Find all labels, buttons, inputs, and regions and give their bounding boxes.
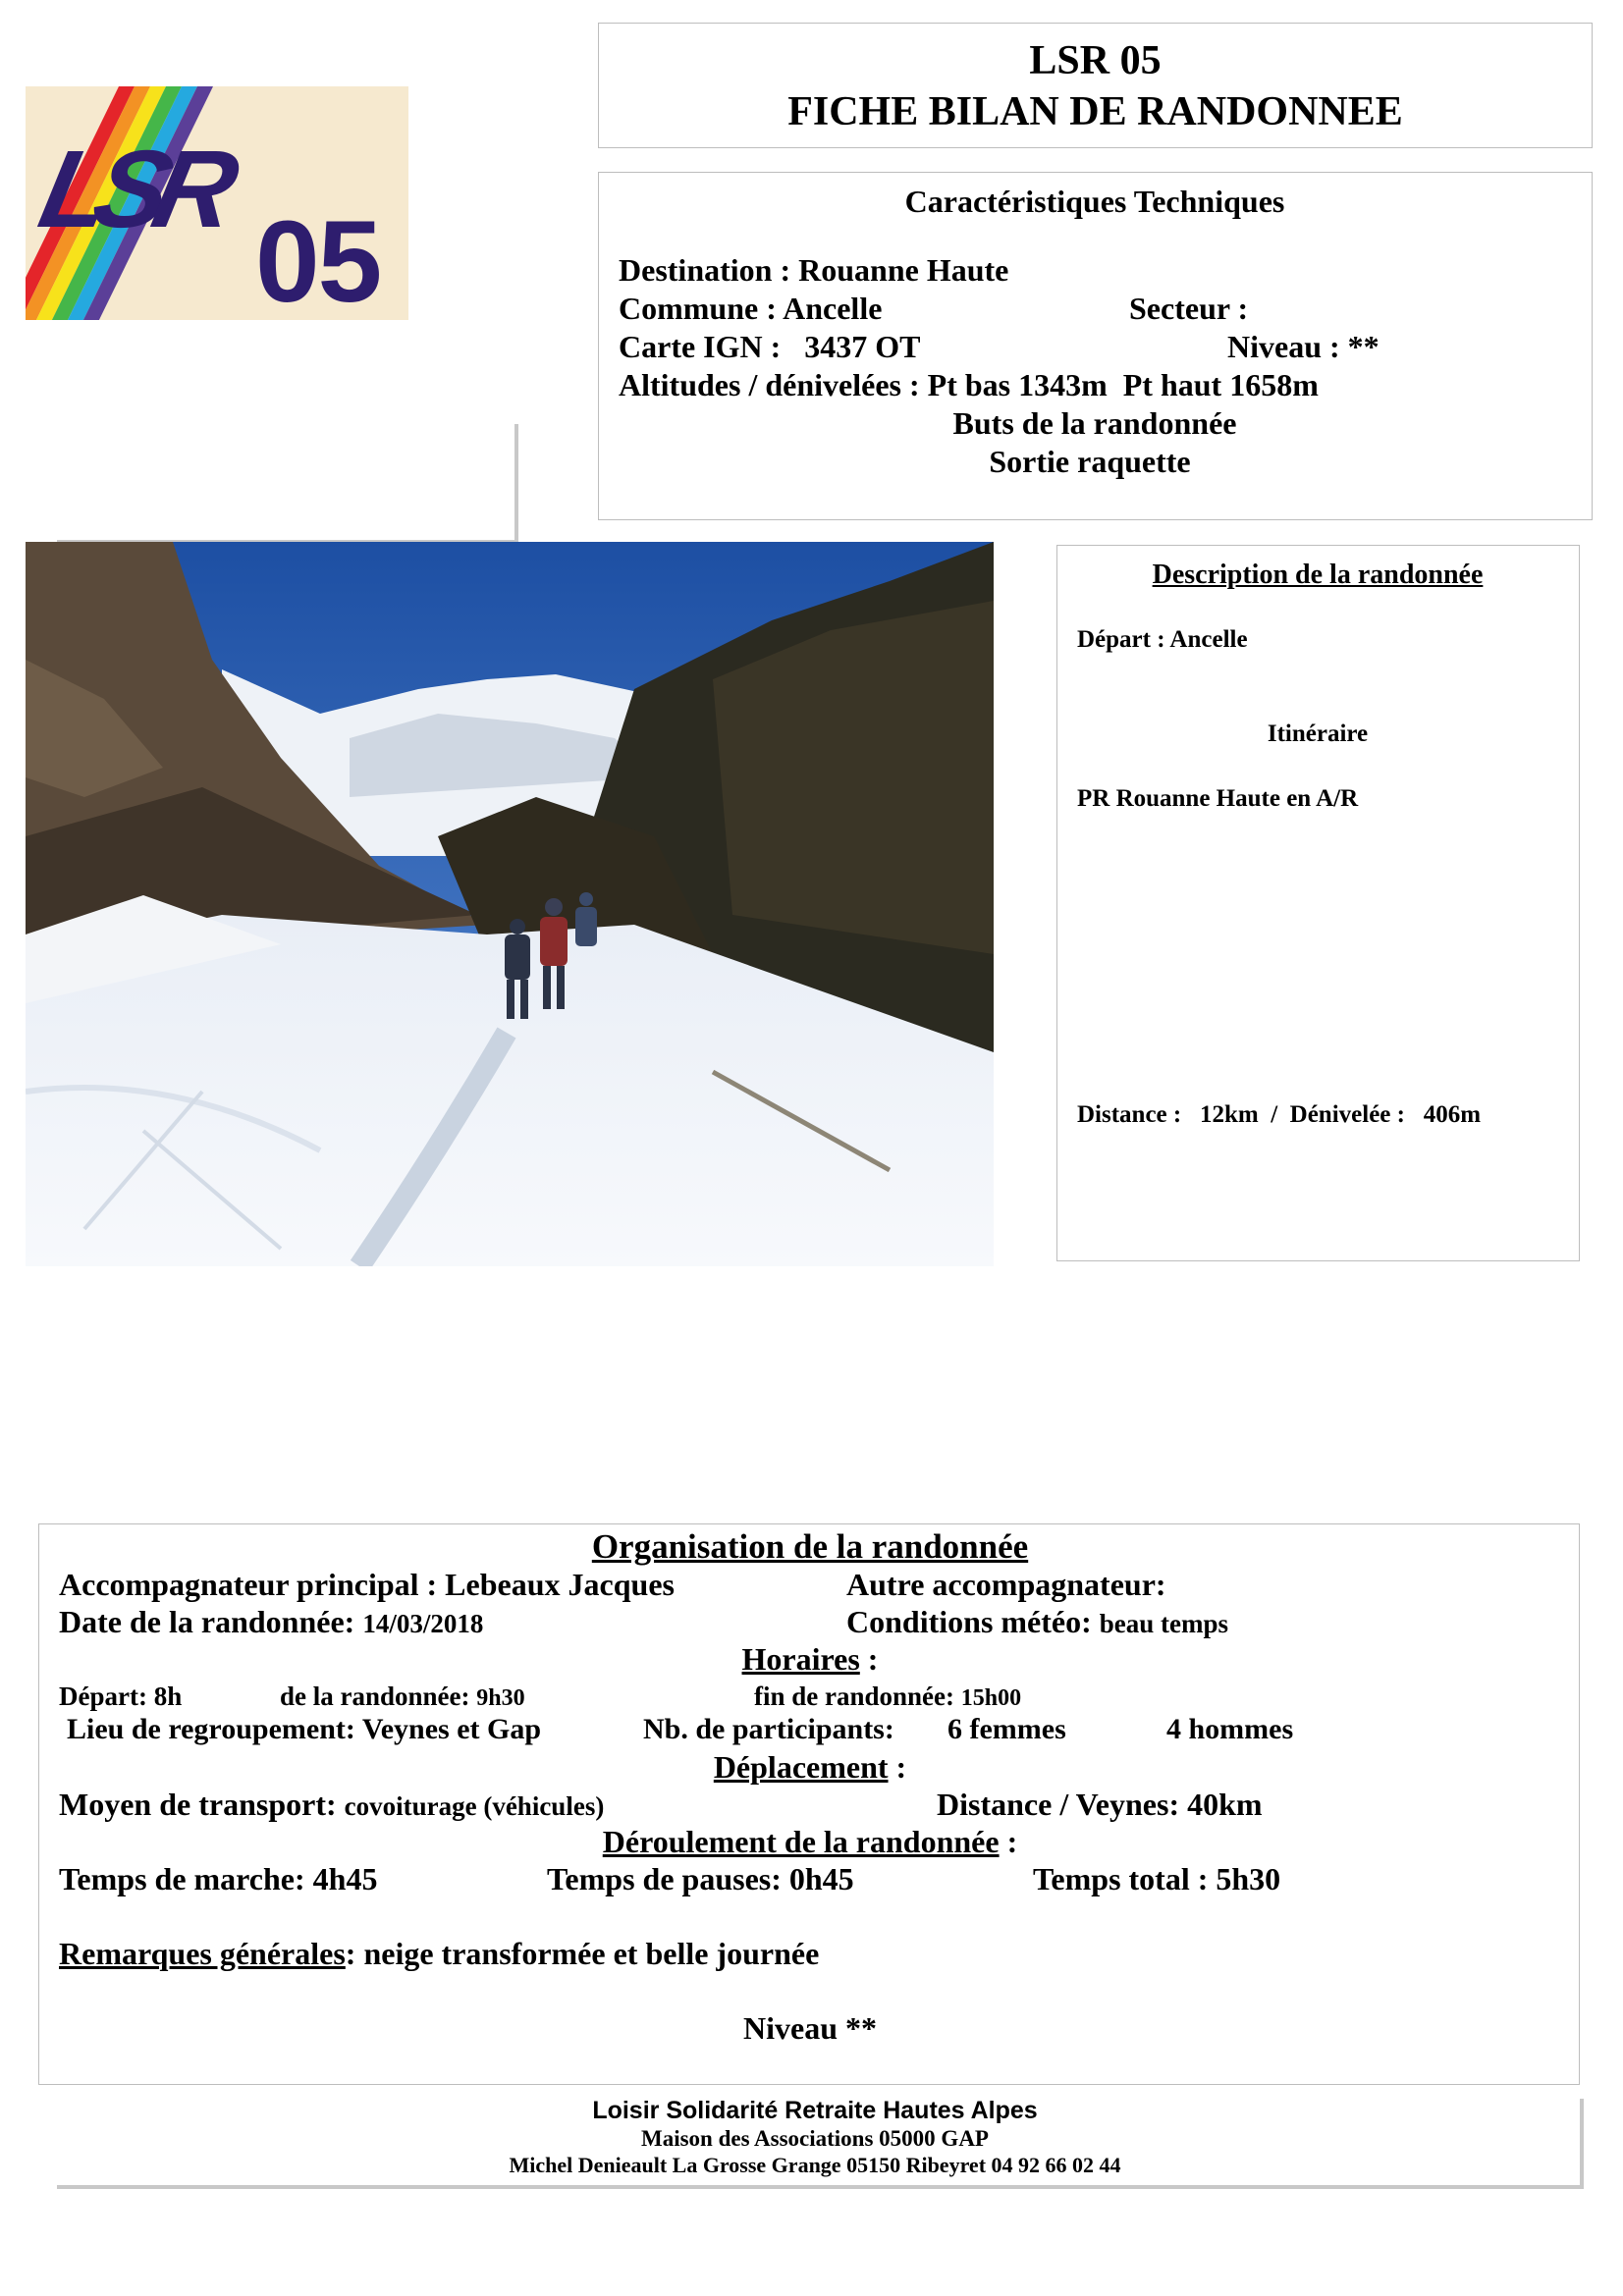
carte-ign: Carte IGN : 3437 OT: [619, 329, 921, 364]
footer-contact: Michel Denieault La Grosse Grange 05150 Ribeyret 04 92 66 02 44: [509, 2153, 1121, 2177]
logo-number: 05: [255, 197, 381, 320]
buts-value: Sortie raquette: [989, 444, 1191, 479]
secteur: Secteur :: [1129, 291, 1249, 326]
title-box: [598, 23, 1593, 148]
itineraire-text: PR Rouanne Haute en A/R: [1077, 785, 1359, 812]
fin-label: fin de randonnée:: [754, 1682, 955, 1711]
carac-heading: Caractéristiques Techniques: [904, 184, 1285, 219]
date-label: Date de la randonnée:: [59, 1604, 355, 1639]
description-depart: Départ : Ancelle: [1077, 626, 1248, 653]
transport-label: Moyen de transport:: [59, 1787, 337, 1822]
footer: [422, 2096, 1208, 2178]
technical-characteristics-box: [598, 172, 1593, 520]
remarques-generales: [59, 1935, 819, 1972]
description-distance: Distance : 12km / Dénivelée : 406m: [1077, 1101, 1482, 1128]
niveau-final: Niveau **: [743, 2010, 877, 2046]
shadow-line: [514, 424, 518, 542]
deplacement-heading-row: [39, 1748, 1581, 1786]
deplacement-colon: :: [895, 1749, 907, 1785]
horaires-heading-row: [39, 1640, 1581, 1678]
commune: Commune : Ancelle: [619, 291, 883, 326]
footer-shadow-line: [57, 2185, 1584, 2189]
temps-pauses: Temps de pauses: 0h45: [547, 1861, 854, 1896]
destination: Destination : Rouanne Haute: [619, 252, 1009, 288]
meteo-label: Conditions météo:: [846, 1604, 1092, 1639]
organisation-heading: Organisation de la randonnée: [591, 1527, 1029, 1566]
lsr-logo: [26, 86, 408, 320]
meteo-value: beau temps: [1099, 1609, 1229, 1638]
footer-org-name: Loisir Solidarité Retraite Hautes Alpes: [592, 2097, 1038, 2124]
deroulement-heading-row: [39, 1823, 1581, 1860]
footer-address: Maison des Associations 05000 GAP: [641, 2126, 989, 2151]
temps-marche: Temps de marche: 4h45: [59, 1861, 378, 1896]
remarques-value: : neige transformée et belle journée: [345, 1936, 820, 1971]
org-code: LSR 05: [1029, 38, 1162, 83]
temps-total: Temps total : 5h30: [1033, 1861, 1281, 1896]
deplacement-heading: Déplacement: [713, 1749, 889, 1785]
page-title: FICHE BILAN DE RANDONNEE: [787, 89, 1403, 134]
horaires-heading: Horaires: [741, 1641, 860, 1677]
debut-label: de la randonnée:: [280, 1682, 470, 1711]
participants-label: Nb. de participants:: [643, 1713, 894, 1745]
distance-veynes: Distance / Veynes: 40km: [937, 1787, 1263, 1822]
participants-hommes: 4 hommes: [1166, 1713, 1294, 1745]
logo-letters: LSR: [29, 128, 236, 250]
horaires-colon: :: [867, 1641, 879, 1677]
altitudes: Altitudes / dénivelées : Pt bas 1343m Pt haut 1658m: [619, 367, 1319, 402]
depart-heure: Départ: 8h: [59, 1682, 183, 1711]
transport-value: covoiturage (véhicules): [344, 1791, 605, 1821]
footer-shadow-line: [1580, 2099, 1584, 2189]
debut-value: 9h30: [476, 1685, 525, 1711]
hike-photo: [26, 542, 994, 1266]
snowshoe-hike-image: [26, 542, 994, 1266]
description-box: [1056, 545, 1580, 1261]
description-heading: Description de la randonnée: [1152, 560, 1484, 590]
organisation-box: [38, 1523, 1580, 2085]
date-value: 14/03/2018: [362, 1609, 484, 1638]
participants-femmes: 6 femmes: [947, 1713, 1066, 1745]
moyen-transport: [59, 1786, 604, 1825]
accompagnateur-principal: Accompagnateur principal : Lebeaux Jacques: [59, 1567, 675, 1602]
buts-heading: Buts de la randonnée: [952, 405, 1237, 441]
niveau: Niveau : **: [1227, 329, 1380, 364]
fin-value: 15h00: [960, 1685, 1022, 1711]
autre-accompagnateur: Autre accompagnateur:: [846, 1567, 1166, 1602]
deroulement-heading: Déroulement de la randonnée: [602, 1824, 1000, 1859]
conditions-meteo: [846, 1603, 1228, 1642]
deroulement-colon: :: [1006, 1824, 1018, 1859]
lieu-regroupement: Lieu de regroupement: Veynes et Gap: [67, 1713, 542, 1745]
date-randonnee: [59, 1603, 483, 1642]
itineraire-heading: Itinéraire: [1267, 721, 1369, 747]
remarques-label: Remarques générales: [59, 1936, 346, 1971]
